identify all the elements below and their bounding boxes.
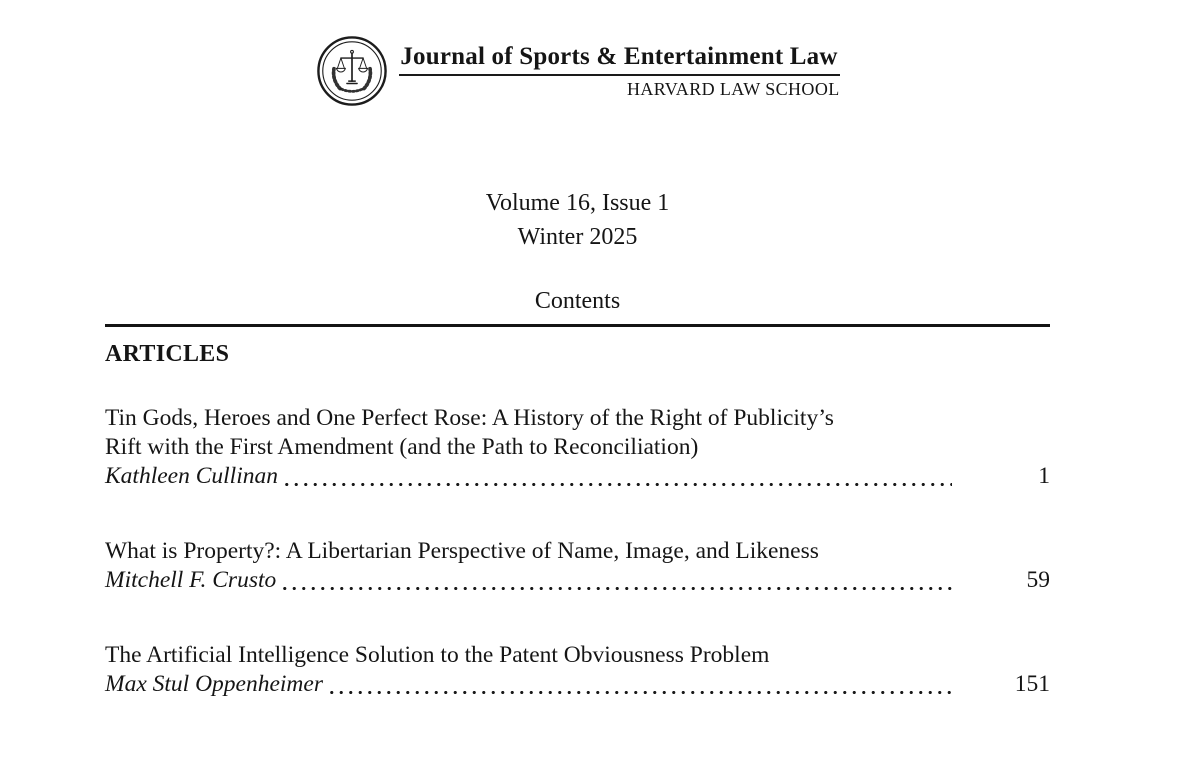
article-page-number: 59 (1026, 567, 1050, 593)
toc-entry (105, 404, 1050, 491)
school-name: HARVARD LAW SCHOOL (626, 78, 840, 99)
scales-of-justice-seal-icon (315, 34, 389, 108)
issue-block (105, 186, 1050, 254)
article-title-line: Tin Gods, Heroes and One Perfect Rose: A History of the Right of Publicity’s (105, 405, 834, 431)
dot-leader (327, 691, 952, 694)
dot-leader (280, 587, 952, 590)
article-author: Mitchell F. Crusto (105, 567, 277, 593)
season-line: Winter 2025 (517, 224, 638, 250)
dot-leader (282, 483, 952, 486)
author-line (105, 462, 1050, 491)
masthead-text (399, 43, 839, 100)
article-title-line: The Artificial Intelligence Solution to the Patent Obviousness Problem (105, 642, 770, 668)
author-line (105, 670, 1050, 699)
page-content (105, 0, 1050, 699)
contents-heading: Contents (534, 288, 621, 314)
article-title-line: What is Property?: A Libertarian Perspective of Name, Image, and Likeness (105, 538, 819, 564)
article-page-number: 151 (1014, 671, 1050, 697)
toc-entry (105, 641, 1050, 699)
article-title-line: Rift with the First Amendment (and the Path to Reconciliation) (105, 434, 699, 460)
section-heading-articles: ARTICLES (105, 341, 230, 367)
author-line (105, 566, 1050, 595)
article-author: Kathleen Cullinan (105, 463, 278, 489)
toc-entry (105, 537, 1050, 595)
masthead (105, 0, 1050, 108)
volume-line: Volume 16, Issue 1 (485, 190, 670, 216)
horizontal-rule (105, 324, 1050, 327)
journal-title: Journal of Sports & Entertainment Law (399, 43, 839, 76)
article-page-number: 1 (1038, 463, 1050, 489)
article-author: Max Stul Oppenheimer (105, 671, 323, 697)
